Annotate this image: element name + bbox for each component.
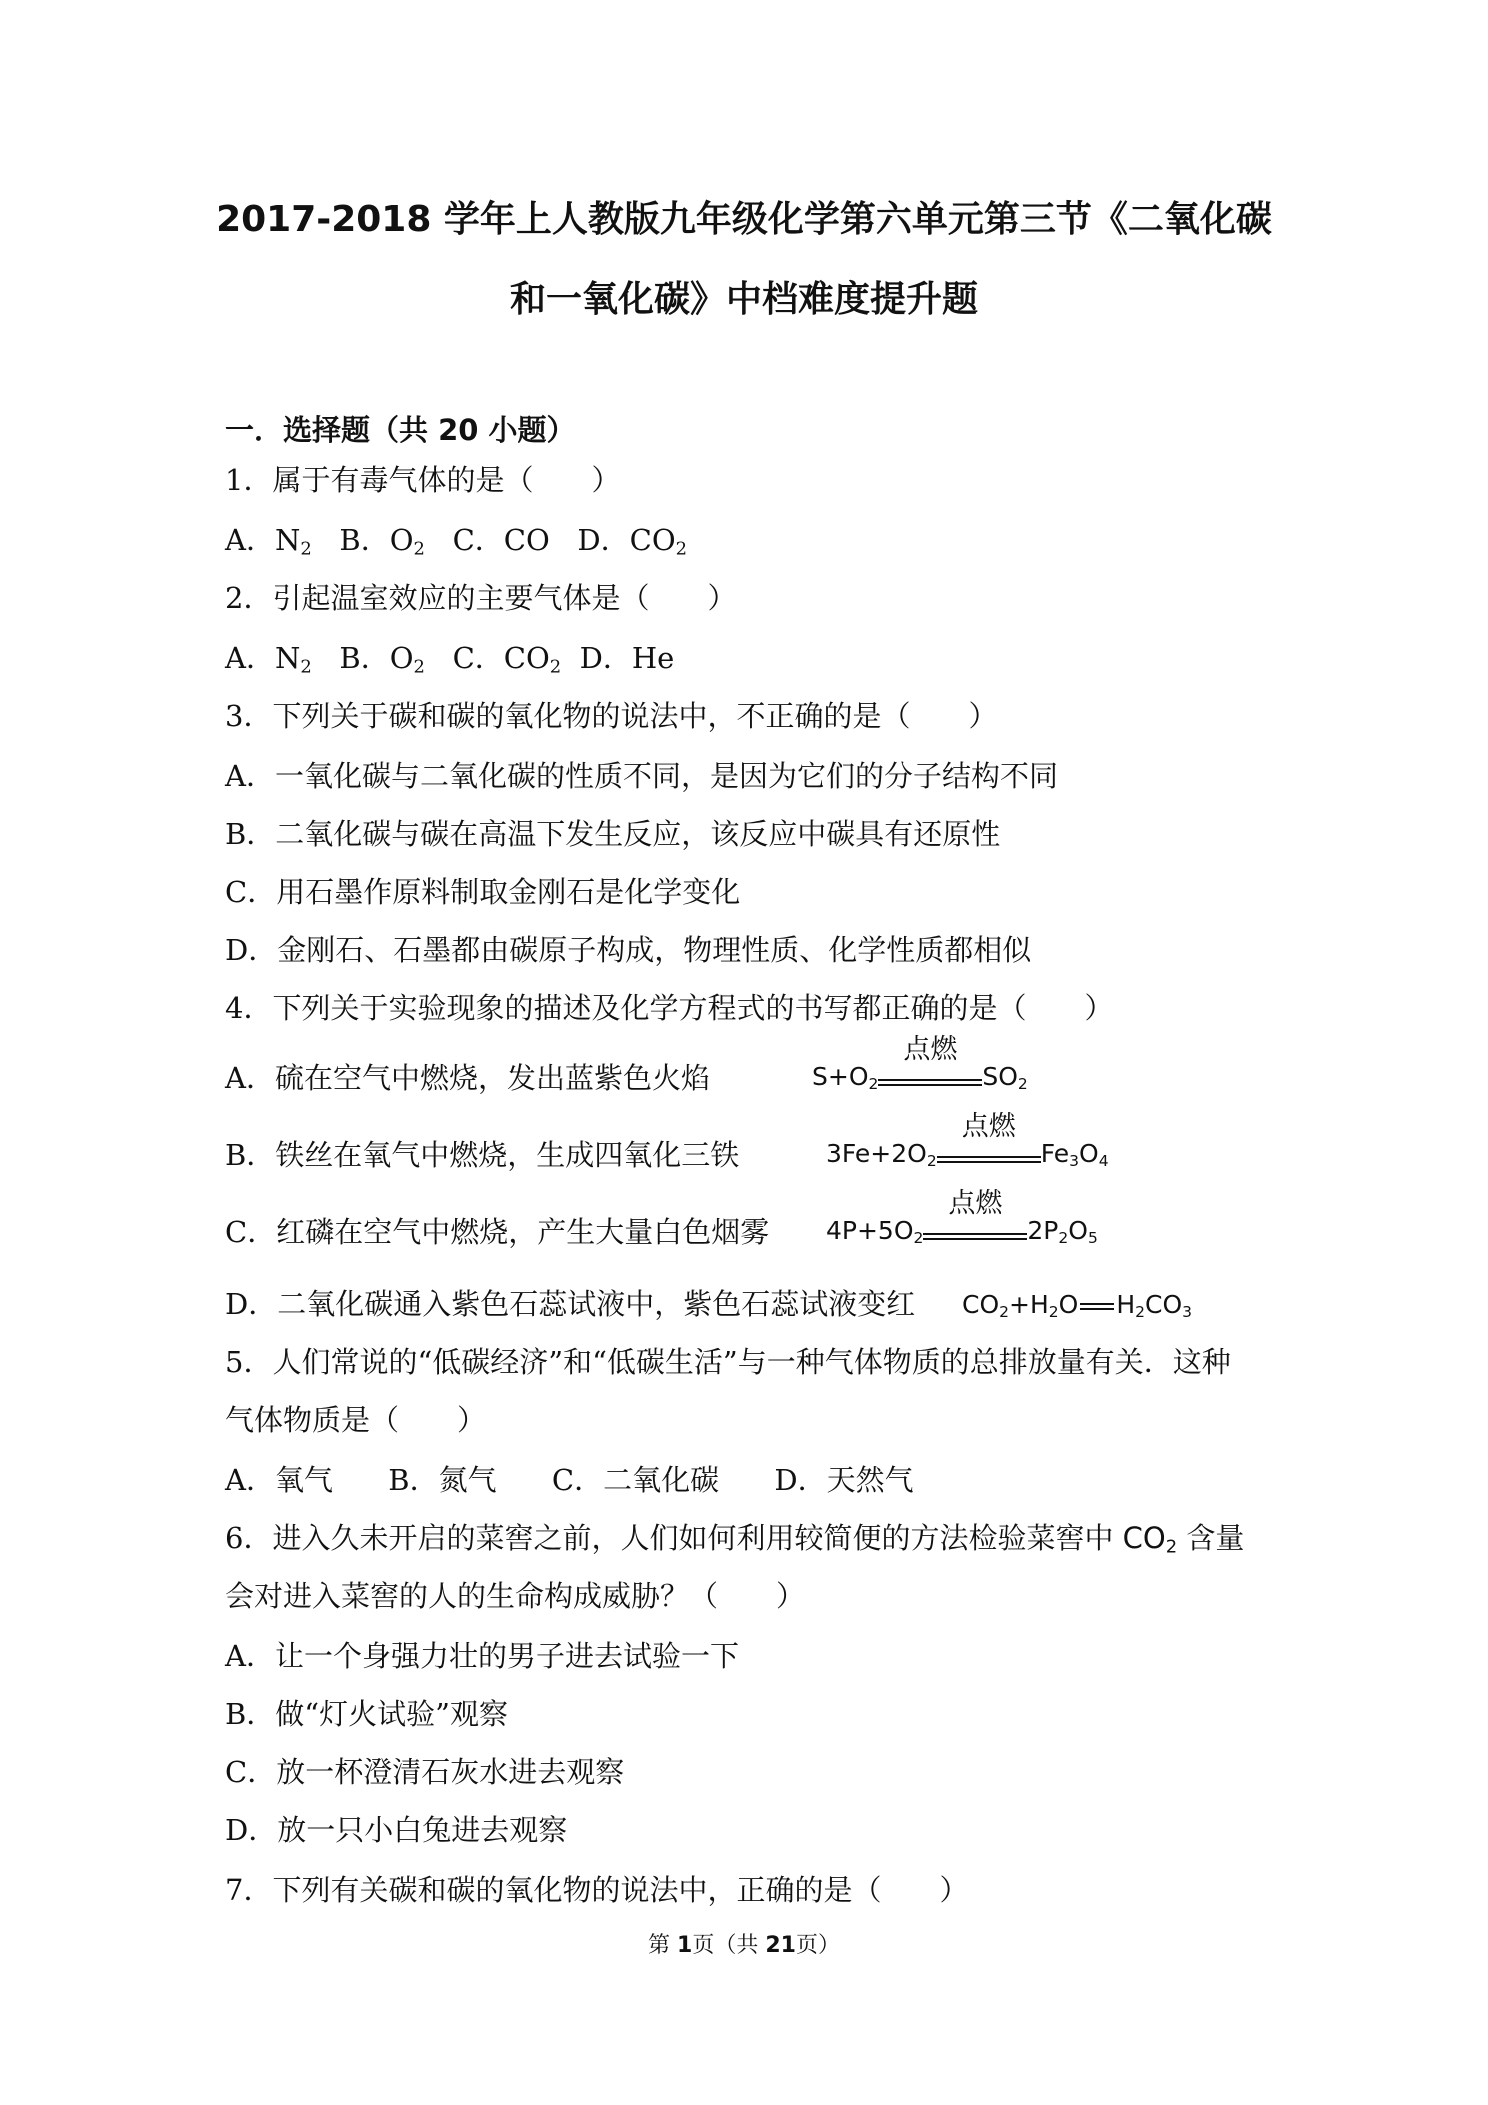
reaction-condition: 点燃	[878, 1069, 982, 1092]
section-heading: 一．选择题（共 20 小题）	[225, 413, 576, 447]
q4-option-b: B．铁丝在氧气中燃烧，生成四氧化三铁	[225, 1138, 740, 1172]
q5-option-c: C．二氧化碳	[551, 1463, 720, 1497]
q3-stem: 3．下列关于碳和碳的氧化物的说法中，不正确的是（ ）	[225, 699, 998, 733]
page-footer: 第 1页（共 21页）	[648, 1933, 840, 1958]
q4-stem: 4．下列关于实验现象的描述及化学方程式的书写都正确的是（ ）	[225, 991, 1114, 1025]
q2-option-a: A．$N_2$	[225, 641, 312, 678]
q3-option-a: A．一氧化碳与二氧化碳的性质不同，是因为它们的分子结构不同	[225, 759, 1058, 793]
q6-option-c: C．放一杯澄清石灰水进去观察	[225, 1755, 625, 1789]
q2-stem: 2．引起温室效应的主要气体是（ ）	[225, 581, 737, 615]
q6-stem-line1: 6．进入久未开启的菜窖之前，人们如何利用较简便的方法检验菜窖中 $CO_2$ 含量	[225, 1521, 1245, 1558]
q1-option-c: C．CO	[452, 523, 550, 557]
q5-options	[225, 1462, 914, 1498]
q3-option-d: D．金刚石、石墨都由碳原子构成，物理性质、化学性质都相似	[225, 933, 1032, 967]
q1-option-d: D．$CO_2$	[577, 523, 688, 560]
reaction-condition: 点燃	[923, 1223, 1027, 1246]
q4-option-c: C．红磷在空气中燃烧，产生大量白色烟雾	[225, 1215, 770, 1249]
q2-option-d: D．He	[579, 641, 675, 675]
q7-stem: 7．下列有关碳和碳的氧化物的说法中，正确的是（ ）	[225, 1873, 969, 1907]
q1-stem: 1．属于有毒气体的是（ ）	[225, 463, 621, 497]
q6-option-d: D．放一只小白兔进去观察	[225, 1813, 568, 1847]
q5-option-d: D．天然气	[774, 1463, 914, 1497]
q4-option-d: D．二氧化碳通入紫色石蕊试液中，紫色石蕊试液变红	[225, 1287, 916, 1321]
q4-equation-b: $3Fe+2O_2$ 点燃 $Fe_3O_4$	[826, 1111, 1109, 1170]
q2-options	[225, 640, 674, 676]
q5-option-a: A．氧气	[225, 1463, 333, 1497]
doc-title-line1: 2017-2018 学年上人教版九年级化学第六单元第三节《二氧化碳	[216, 199, 1272, 240]
q3-option-b: B．二氧化碳与碳在高温下发生反应，该反应中碳具有还原性	[225, 817, 1001, 851]
q4-equation-a: $S+O_2$ 点燃 $SO_2$	[812, 1034, 1028, 1093]
doc-title-line2: 和一氧化碳》中档难度提升题	[509, 279, 978, 320]
q1-option-b: B．$O_2$	[339, 523, 425, 560]
q1-option-a: A．$N_2$	[225, 523, 312, 560]
q3-option-c: C．用石墨作原料制取金刚石是化学变化	[225, 875, 741, 909]
q1-options	[225, 522, 687, 558]
q6-option-b: B．做“灯火试验”观察	[225, 1697, 508, 1731]
q5-stem-line2: 气体物质是（ ）	[225, 1403, 487, 1437]
q6-stem-line2: 会对进入菜窖的人的生命构成威胁？（ ）	[225, 1579, 806, 1613]
q2-option-b: B．$O_2$	[339, 641, 425, 678]
reaction-condition: 点燃	[937, 1146, 1041, 1169]
q6-option-a: A．让一个身强力壮的男子进去试验一下	[225, 1639, 739, 1673]
q2-option-c: C．$CO_2$	[452, 641, 562, 678]
q4-equation-c: $4P+5O_2$ 点燃 $2P_2O_5$	[826, 1188, 1098, 1247]
q4-option-a: A．硫在空气中燃烧，发出蓝紫色火焰	[225, 1061, 710, 1095]
q5-stem-line1: 5．人们常说的“低碳经济”和“低碳生活”与一种气体物质的总排放量有关．这种	[225, 1345, 1231, 1379]
page-number: 1	[677, 1933, 693, 1958]
q5-option-b: B．氮气	[388, 1463, 497, 1497]
q4-equation-d: $CO_2+H_2O$ $H_2CO_3$	[962, 1290, 1193, 1321]
page-total: 21	[765, 1933, 796, 1958]
